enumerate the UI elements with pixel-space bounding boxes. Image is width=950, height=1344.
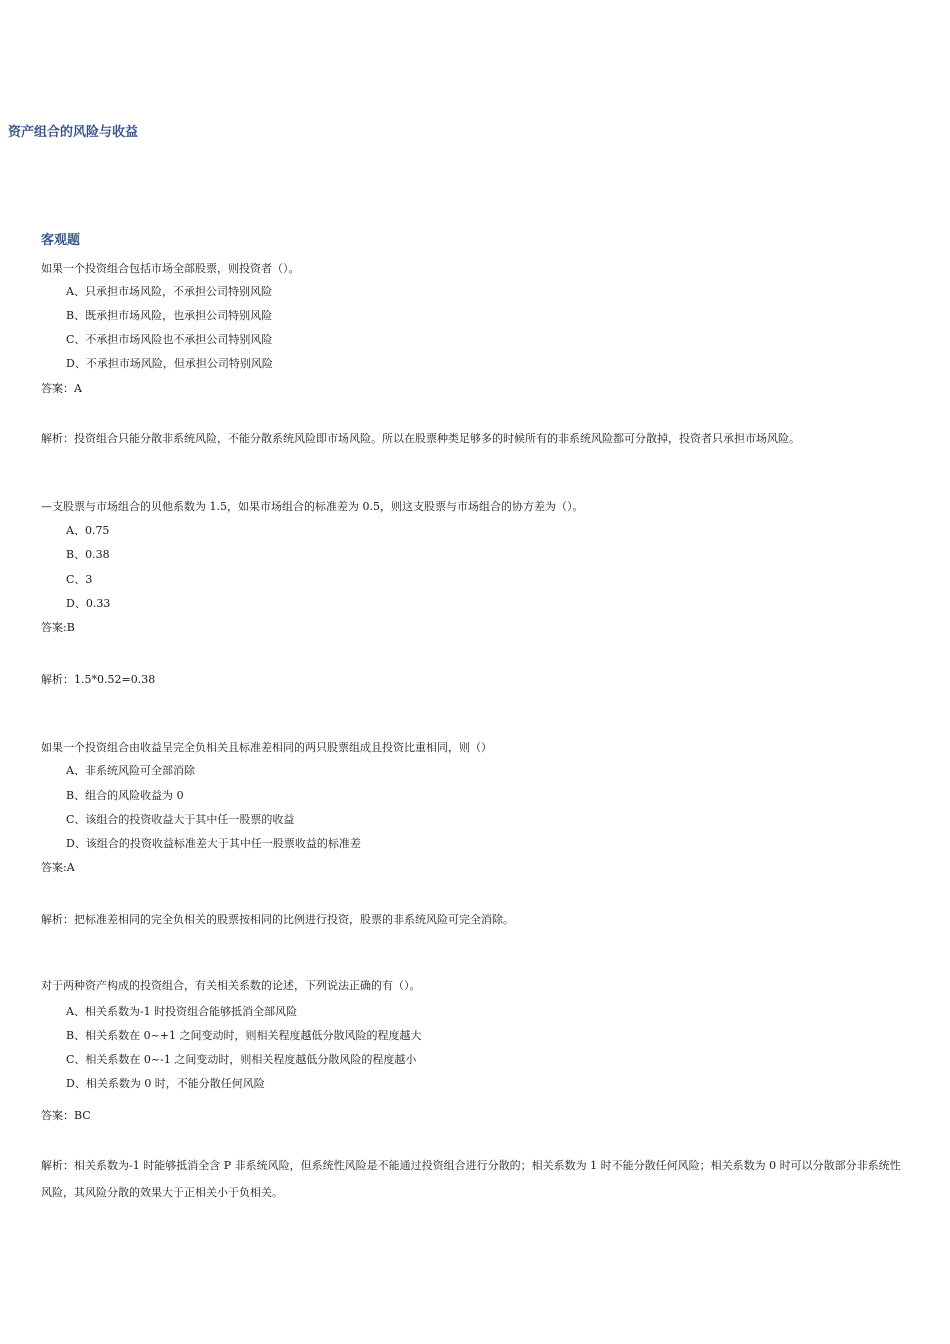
- explanation: 解析：1.5*0.52=0.38: [41, 673, 156, 686]
- option-item: D、0.33: [66, 597, 111, 610]
- document-title: 资产组合的风险与收益: [8, 125, 139, 140]
- question-stem: 对于两种资产构成的投资组合，有关相关系数的论述，下列说法正确的有（）。: [41, 979, 421, 992]
- option-item: C、该组合的投资收益大于其中任一股票的收益: [66, 813, 295, 826]
- option-item: D、不承担市场风险，但承担公司特别风险: [66, 357, 273, 370]
- option-item: C、不承担市场风险也不承担公司特别风险: [66, 333, 273, 346]
- question-stem: —支股票与市场组合的贝他系数为 1.5，如果市场组合的标准差为 0.5，则这支股票与市场组合的协方差为（）。: [41, 500, 584, 513]
- answer: 答案:A: [41, 861, 75, 874]
- option-item: D、该组合的投资收益标准差大于其中任一股票收益的标准差: [66, 837, 361, 850]
- option-item: A、0.75: [66, 524, 110, 537]
- option-item: B、0.38: [66, 548, 110, 561]
- option-item: B、相关系数在 0~+1 之间变动时，则相关程度越低分散风险的程度越大: [66, 1029, 422, 1042]
- question-stem: 如果一个投资组合包括市场全部股票，则投资者（）。: [41, 262, 300, 275]
- option-item: A、相关系数为-1 时投资组合能够抵消全部风险: [66, 1005, 298, 1018]
- option-item: A、只承担市场风险，不承担公司特别风险: [66, 285, 272, 298]
- answer: 答案：BC: [41, 1109, 91, 1122]
- explanation: 解析：把标准差相同的完全负相关的股票按相同的比例进行投资，股票的非系统风险可完全消除。: [41, 913, 514, 926]
- option-item: D、相关系数为 0 时，不能分散任何风险: [66, 1077, 265, 1090]
- question-stem: 如果一个投资组合由收益呈完全负相关且标准差相同的两只股票组成且投资比重相同，则（）: [41, 741, 492, 754]
- option-item: C、相关系数在 0~-1 之间变动时，则相关程度越低分散风险的程度越小: [66, 1053, 417, 1066]
- option-item: B、既承担市场风险，也承担公司特别风险: [66, 309, 273, 322]
- explanation: 解析：投资组合只能分散非系统风险，不能分散系统风险即市场风险。所以在股票种类足够多的时候所有的非系统风险都可分散掉，投资者只承担市场风险。: [41, 432, 800, 445]
- section-title: 客观题: [41, 233, 81, 248]
- option-item: C、3: [66, 573, 93, 586]
- answer: 答案:B: [41, 621, 75, 634]
- option-item: B、组合的风险收益为 0: [66, 789, 184, 802]
- explanation: 解析：相关系数为-1 时能够抵消全含 P 非系统风险，但系统性风险是不能通过投资组合进行分散的；相关系数为 1 时不能分散任何风险；相关系数为 0 时可以分散部分非系统性风险，其风险分散的效果大于正相关小于负相关。: [41, 1159, 901, 1199]
- answer: 答案：A: [41, 382, 82, 395]
- option-item: A、非系统风险可全部消除: [66, 764, 195, 777]
